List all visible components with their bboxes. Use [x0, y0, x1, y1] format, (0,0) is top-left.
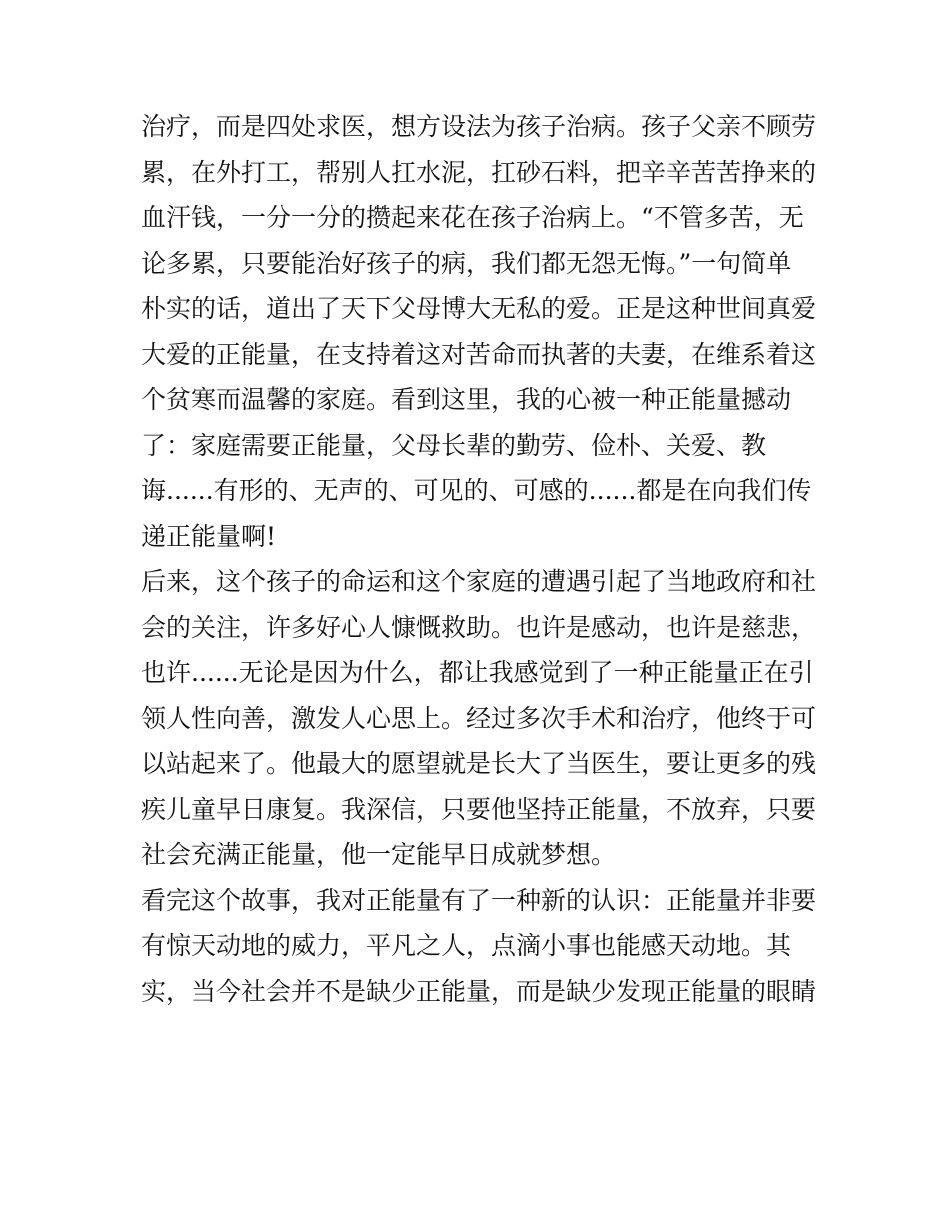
text-line: 也许......无论是因为什么，都让我感觉到了一种正能量正在引: [141, 658, 814, 687]
text-line: 血汗钱，一分一分的攒起来花在孩子治病上。“不管多苦，无: [141, 203, 804, 232]
text-line: 递正能量啊!: [141, 521, 277, 551]
text-line: 疾儿童早日康复。我深信，只要他坚持正能量，不放弃，只要: [141, 794, 817, 824]
text-line: 累，在外打工，帮别人扛水泥，扛砂石料，把辛辛苦苦挣来的: [141, 157, 817, 187]
text-line: 有惊天动地的威力，平凡之人，点滴小事也能感天动地。其: [141, 931, 792, 960]
text-line: 诲......有形的、无声的、可见的、可感的......都是在向我们传: [141, 476, 812, 505]
text-line: 朴实的话，道出了天下父母博大无私的爱。正是这种世间真爱: [141, 294, 817, 323]
text-line: 了：家庭需要正能量，父母长辈的勤劳、俭朴、关爱、教: [141, 430, 767, 460]
text-line: 后来，这个孩子的命运和这个家庭的遭遇引起了当地政府和社: [141, 567, 817, 596]
document-body: [141, 104, 821, 1014]
text-line: 实，当今社会并不是缺少正能量，而是缺少发现正能量的眼睛: [141, 976, 817, 1006]
text-line: 会的关注，许多好心人慷慨救助。也许是感动，也许是慈悲，: [141, 612, 817, 642]
text-line: 治疗，而是四处求医，想方设法为孩子治病。孩子父亲不顾劳: [141, 112, 817, 141]
text-line: 领人性向善，激发人心思上。经过多次手术和治疗，他终于可: [141, 703, 817, 733]
text-line: 看完这个故事，我对正能量有了一种新的认识：正能量并非要: [141, 885, 817, 915]
text-line: 以站起来了。他最大的愿望就是长大了当医生，要让更多的残: [141, 749, 817, 778]
text-line: 社会充满正能量，他一定能早日成就梦想。: [141, 840, 617, 869]
text-line: 个贫寒而温馨的家庭。看到这里，我的心被一种正能量撼动: [141, 385, 792, 414]
text-line: 大爱的正能量，在支持着这对苦命而执著的夫妻，在维系着这: [141, 339, 817, 369]
text-line: 论多累，只要能治好孩子的病，我们都无怨无悔。”一句简单: [141, 248, 792, 278]
